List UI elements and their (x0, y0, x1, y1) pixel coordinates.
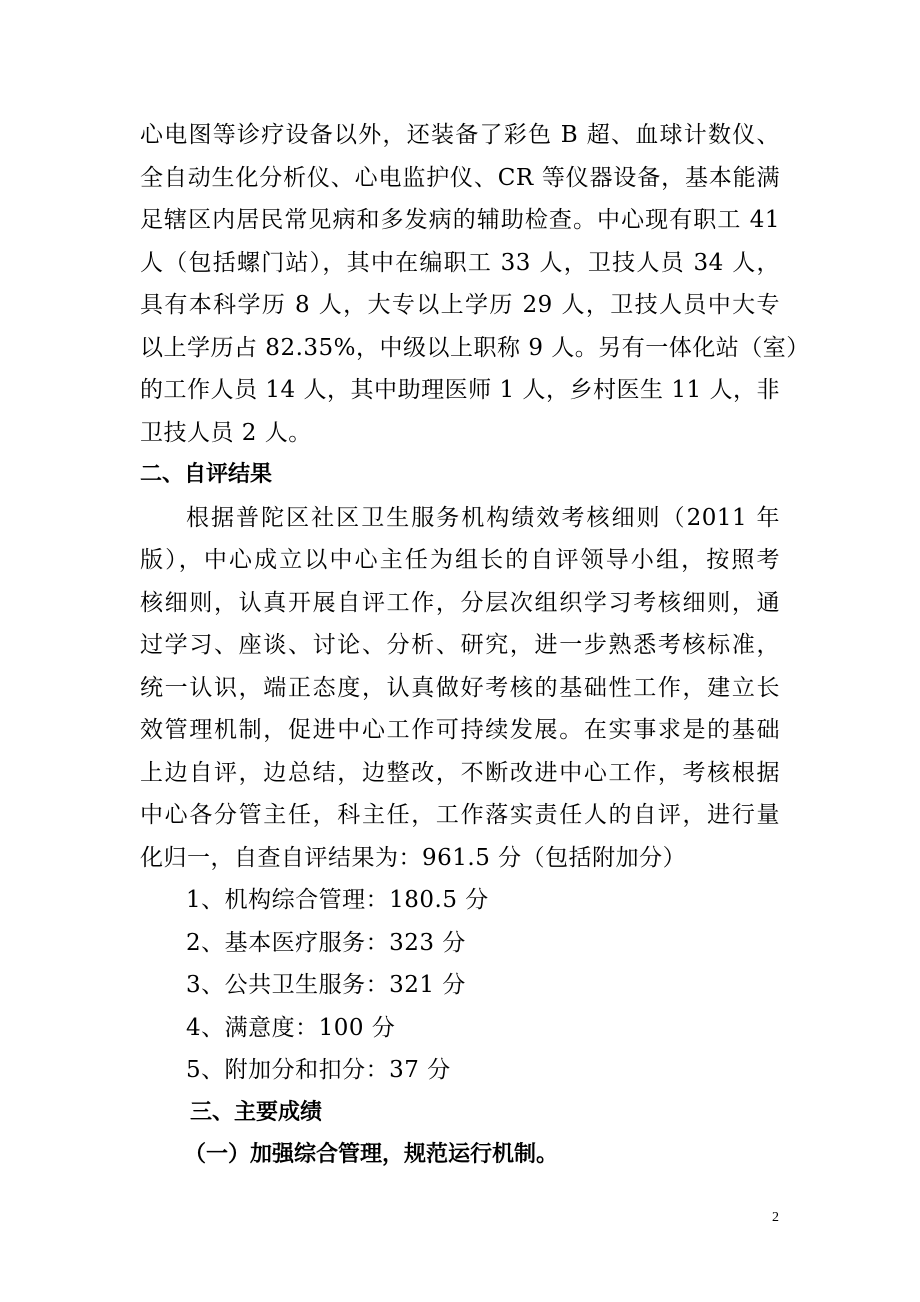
score-item: 5、附加分和扣分：37 分 (186, 1057, 451, 1083)
paragraph-line: 核细则，认真开展自评工作，分层次组织学习考核细则，通 (140, 590, 780, 616)
score-item: 4、满意度：100 分 (186, 1015, 396, 1041)
paragraph-line: 卫技人员 2 人。 (140, 420, 312, 446)
paragraph-line: 过学习、座谈、讨论、分析、研究，进一步熟悉考核标准， (140, 632, 780, 658)
paragraph-line: 人（包括螺门站），其中在编职工 33 人，卫技人员 34 人， (140, 250, 780, 276)
paragraph-line: 根据普陀区社区卫生服务机构绩效考核细则（2011 年 (186, 505, 780, 531)
score-item: 1、机构综合管理：180.5 分 (186, 887, 489, 913)
paragraph-line: 统一认识，端正态度，认真做好考核的基础性工作，建立长 (140, 675, 780, 701)
paragraph-line: 全自动生化分析仪、心电监护仪、CR 等仪器设备，基本能满 (140, 165, 780, 191)
paragraph-line: 化归一，自查自评结果为：961.5 分（包括附加分） (140, 845, 687, 871)
paragraph-line: 心电图等诊疗设备以外，还装备了彩色 B 超、血球计数仪、 (140, 122, 780, 148)
paragraph-line: 版），中心成立以中心主任为组长的自评领导小组，按照考 (140, 547, 780, 573)
paragraph-line: 上边自评，边总结，边整改，不断改进中心工作，考核根据 (140, 760, 780, 786)
paragraph-line: 具有本科学历 8 人，大专以上学历 29 人，卫技人员中大专 (140, 292, 780, 318)
section-heading-main-achievements: 三、主要成绩 (190, 1100, 323, 1125)
paragraph-line: 的工作人员 14 人，其中助理医师 1 人，乡村医生 11 人，非 (140, 377, 780, 403)
page-number: 2 (772, 1210, 779, 1225)
score-item: 2、基本医疗服务：323 分 (186, 930, 466, 956)
paragraph-line: 足辖区内居民常见病和多发病的辅助检查。中心现有职工 41 (140, 207, 780, 233)
paragraph-line: 效管理机制，促进中心工作可持续发展。在实事求是的基础 (140, 717, 780, 743)
section-heading-self-evaluation: 二、自评结果 (140, 462, 273, 487)
score-item: 3、公共卫生服务：321 分 (186, 972, 466, 998)
subsection-heading: （一）加强综合管理，规范运行机制。 (184, 1142, 559, 1167)
paragraph-line: 以上学历占 82.35%，中级以上职称 9 人。另有一体化站（室） (140, 335, 810, 361)
paragraph-line: 中心各分管主任，科主任，工作落实责任人的自评，进行量 (140, 802, 780, 828)
